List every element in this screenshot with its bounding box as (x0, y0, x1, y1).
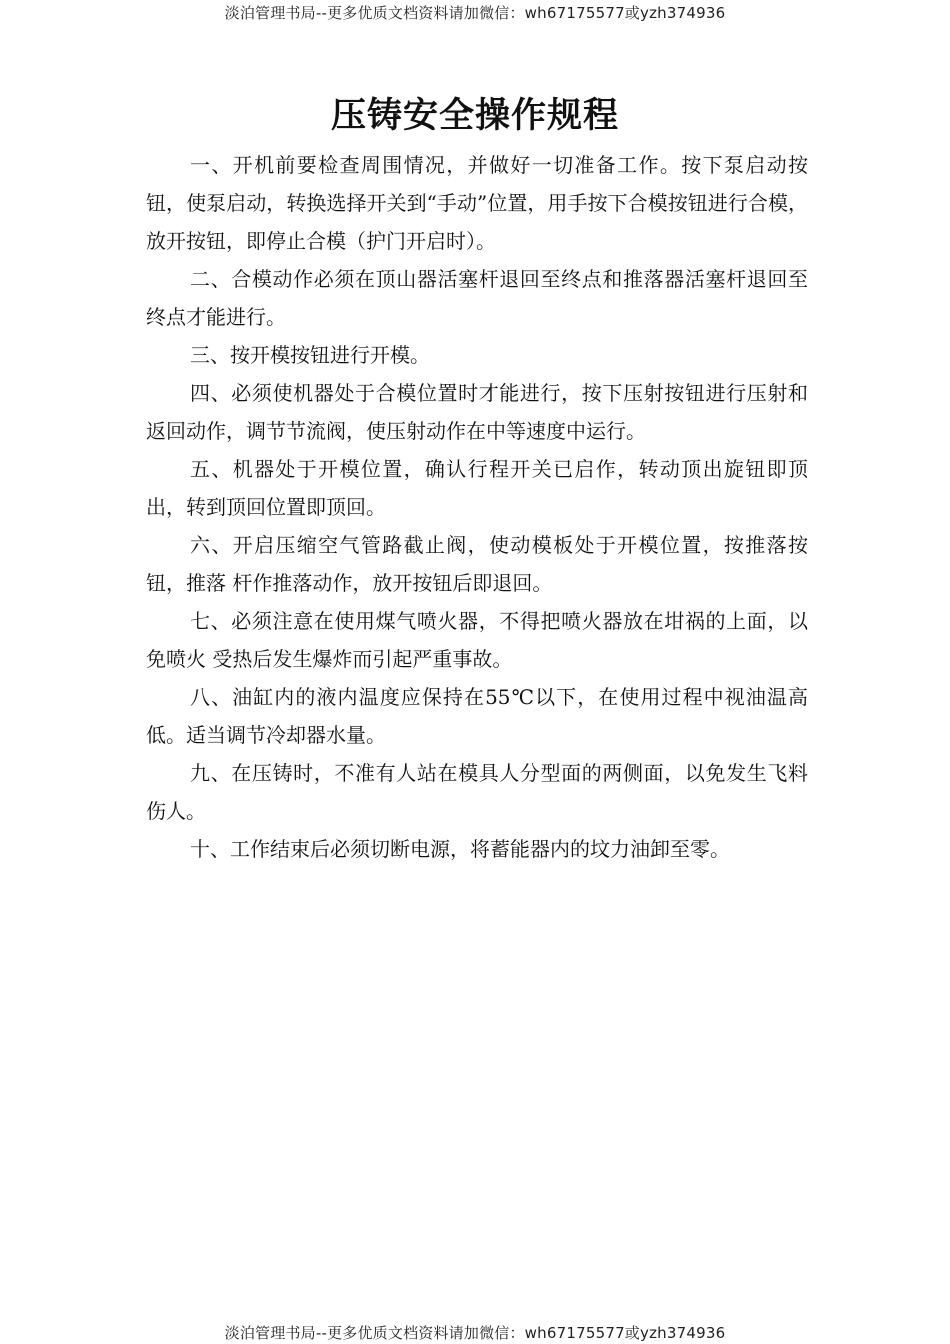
document-body (146, 146, 808, 868)
footer-watermark: 淡泊管理书局--更多优质文档资料请加微信：wh67175577或yzh374936 (224, 1324, 726, 1342)
clause-8: 八、油缸内的液内温度应保持在55℃以下，在使用过程中视油温高低。适当调节冷却器水量。 (146, 685, 808, 747)
clause-7: 七、必须注意在使用煤气喷火器，不得把喷火器放在坩祸的上面，以免喷火 受热后发生爆炸而引起严重事故。 (146, 609, 808, 671)
page-title: 压铸安全操作规程 (330, 95, 619, 136)
clause-10: 十、工作结束后必须切断电源，将蓄能器内的坟力油卸至零。 (190, 837, 730, 861)
clause-4: 四、必须使机器处于合模位置时才能进行，按下压射按钮进行压射和返回动作，调节节流阀，使压射动作在中等速度中运行。 (146, 381, 808, 443)
clause-1: 一、开机前要检查周围情况，并做好一切准备工作。按下泵启动按钮，使泵启动，转换选择开关到“手动”位置，用手按下合模按钮进行合模，放开按钮，即停止合模（护门开启时）。 (146, 153, 808, 253)
clause-6: 六、开启压缩空气管路截止阀，使动模板处于开模位置，按推落按钮，推落 杆作推落动作，放开按钮后即退回。 (146, 533, 808, 595)
clause-3: 三、按开模按钮进行开模。 (190, 343, 430, 367)
clause-2: 二、合模动作必须在顶山器活塞杆退回至终点和推落器活塞杆退回至终点才能进行。 (146, 267, 808, 329)
header-watermark: 淡泊管理书局--更多优质文档资料请加微信：wh67175577或yzh374936 (224, 4, 726, 22)
clause-9: 九、在压铸时，不准有人站在模具人分型面的两侧面，以免发生飞料伤人。 (146, 761, 808, 823)
clause-5: 五、机器处于开模位置，确认行程开关已启作，转动顶出旋钮即顶出，转到顶回位置即顶回。 (146, 457, 808, 519)
